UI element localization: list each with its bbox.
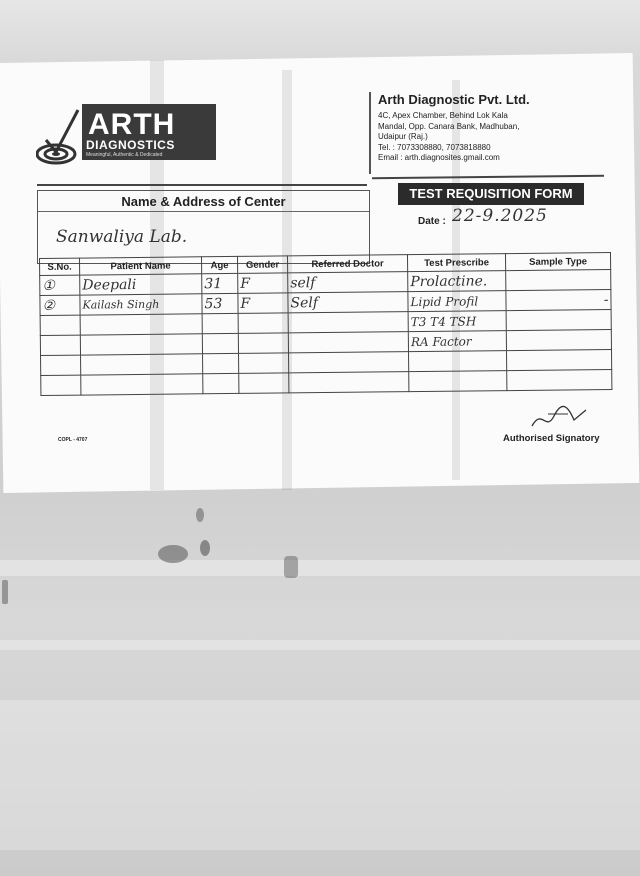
cell-age bbox=[202, 333, 238, 353]
authorised-signatory-label: Authorised Signatory bbox=[503, 433, 600, 444]
logo-box bbox=[82, 104, 216, 160]
scan-streak bbox=[0, 560, 640, 576]
date-value: 22-9.2025 bbox=[452, 206, 548, 226]
arth-logo bbox=[36, 104, 186, 168]
scan-spot bbox=[196, 508, 204, 522]
cell-referred-doctor bbox=[288, 312, 408, 333]
cell-sno: ② bbox=[40, 295, 80, 315]
cell-sno bbox=[40, 335, 80, 355]
cell-test-prescribe: T3 T4 TSH bbox=[408, 311, 506, 332]
scan-spot bbox=[2, 580, 8, 604]
company-name: Arth Diagnostic Pvt. Ltd. bbox=[378, 92, 530, 107]
cell-gender bbox=[238, 313, 288, 334]
cell-gender bbox=[239, 353, 289, 374]
header-rule bbox=[37, 184, 367, 186]
cell-age: 31 bbox=[202, 273, 238, 293]
cell-test-prescribe bbox=[409, 371, 507, 392]
email-line: Email : arth.diagnosites.gmail.com bbox=[378, 153, 500, 162]
cell-referred-doctor bbox=[289, 352, 409, 373]
col-header-test-prescribe: Test Prescribe bbox=[407, 254, 505, 272]
cell-age bbox=[203, 353, 239, 373]
cell-sno bbox=[41, 355, 81, 375]
target-check-icon bbox=[36, 106, 82, 166]
phone-line: Tel. : 7073308880, 7073818880 bbox=[378, 142, 491, 152]
center-title: Name & Address of Center bbox=[121, 194, 286, 209]
cell-gender: F bbox=[238, 293, 288, 314]
cell-sample-type bbox=[506, 350, 611, 371]
cell-sample-type bbox=[506, 270, 611, 291]
cell-sno bbox=[40, 315, 80, 335]
cell-sample-type: - bbox=[506, 290, 611, 311]
cell-patient-name: Kailash Singh bbox=[80, 294, 202, 315]
scan-streak bbox=[0, 640, 640, 650]
cell-sample-type bbox=[506, 310, 611, 331]
date-label: Date : bbox=[418, 216, 446, 227]
cell-test-prescribe: Lipid Profil bbox=[408, 291, 506, 312]
cell-patient-name bbox=[80, 334, 202, 355]
cell-age bbox=[202, 313, 238, 333]
form-code: COPL - 4707 bbox=[58, 437, 88, 443]
col-header-referred-doctor: Referred Doctor bbox=[287, 255, 407, 273]
col-header-patient-name: Patient Name bbox=[80, 257, 202, 275]
col-header-age: Age bbox=[201, 256, 237, 273]
logo-brand-name: ARTH bbox=[88, 108, 176, 141]
cell-test-prescribe bbox=[409, 351, 507, 372]
center-address-box bbox=[37, 190, 370, 264]
scan-spot bbox=[284, 556, 298, 578]
cell-patient-name bbox=[80, 314, 202, 335]
col-header-sample-type: Sample Type bbox=[505, 253, 610, 271]
cell-sno: ① bbox=[40, 275, 80, 295]
cell-test-prescribe: Prolactine. bbox=[408, 271, 506, 292]
logo-brand-sub: DIAGNOSTICS bbox=[86, 138, 175, 152]
address-line: Mandal, Opp. Canara Bank, Madhuban, bbox=[378, 121, 520, 131]
cell-referred-doctor bbox=[289, 372, 409, 393]
scan-spot bbox=[158, 545, 188, 563]
logo-tagline: Meaningful, Authentic & Dedicated bbox=[86, 152, 163, 158]
cell-gender bbox=[239, 373, 289, 394]
cell-age bbox=[203, 373, 239, 393]
cell-patient-name bbox=[81, 374, 203, 395]
cell-sample-type bbox=[506, 330, 611, 351]
cell-patient-name: Deepali bbox=[80, 274, 202, 295]
center-divider bbox=[38, 211, 369, 212]
cell-patient-name bbox=[81, 354, 203, 375]
cell-gender bbox=[238, 333, 288, 354]
signature-scribble bbox=[528, 402, 588, 432]
col-header-sno: S.No. bbox=[40, 258, 80, 275]
cell-referred-doctor: Self bbox=[288, 292, 408, 313]
address-line: 4C, Apex Chamber, Behind Lok Kala bbox=[378, 111, 508, 120]
cell-sample-type bbox=[507, 370, 612, 391]
cell-referred-doctor: self bbox=[288, 272, 408, 293]
cell-sno bbox=[41, 375, 81, 395]
col-header-gender: Gender bbox=[237, 256, 287, 274]
cell-referred-doctor bbox=[288, 332, 408, 353]
cell-age: 53 bbox=[202, 293, 238, 313]
center-name-handwritten: Sanwaliya Lab. bbox=[56, 227, 188, 247]
cell-test-prescribe: RA Factor bbox=[408, 331, 506, 352]
requisition-table bbox=[39, 252, 612, 396]
cell-gender: F bbox=[238, 273, 288, 294]
company-info bbox=[378, 92, 628, 164]
address-line: Udaipur (Raj.) bbox=[378, 132, 428, 141]
header-divider bbox=[369, 92, 371, 174]
scan-streak bbox=[0, 700, 640, 850]
scan-spot bbox=[200, 540, 210, 556]
form-title: TEST REQUISITION FORM bbox=[398, 183, 584, 205]
